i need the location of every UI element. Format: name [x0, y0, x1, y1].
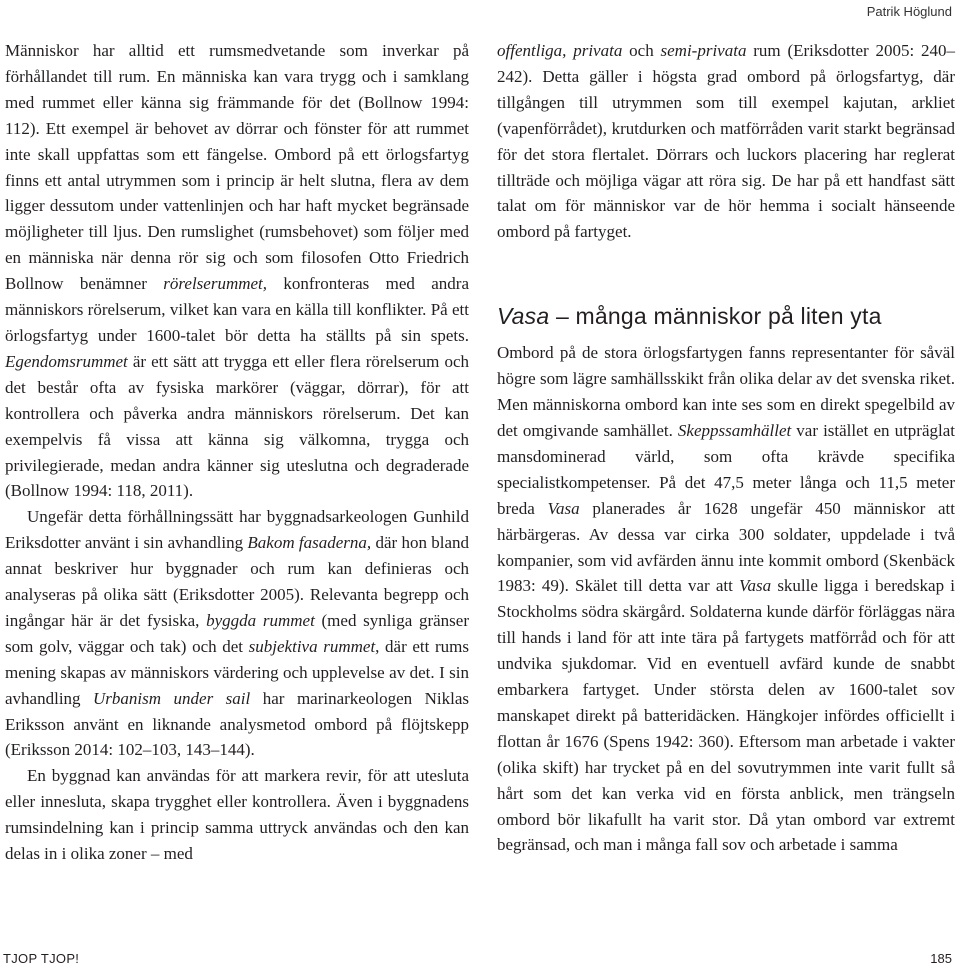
text-run: Ombord på de stora örlogsfartygen fanns representanter för såväl högre som lägre samhällsskikt från olika delar av det svenska riket. Men människorna ombord kan inte ses som en direkt spegelbild av det omgivande samhället. [497, 343, 955, 440]
emphasized-text: Urbanism under sail [93, 688, 251, 708]
text-run: planerades år 1628 ungefär 450 människor att härbärgeras. Av dessa var cirka 300 soldater, uppdelade i två kompanier, som vid avfärden ännu inte kommit ombord (Skenbäck 1983: 49). Skälet till detta var att [497, 498, 955, 596]
text-run: och [622, 41, 661, 60]
emphasized-text: offentliga, privata [497, 41, 623, 60]
paragraph [5, 763, 469, 867]
emphasized-text: Vasa [739, 576, 772, 596]
footer-publication-title: TJOP TJOP! [3, 951, 80, 966]
text-run: (med synliga gränser som golv, väggar och tak) och det [5, 610, 469, 656]
emphasized-text: semi-privata [660, 41, 747, 60]
running-head-author: Patrik Höglund [866, 4, 952, 19]
paragraph [5, 38, 469, 504]
text-run: , där ett rums mening skapas av människors värdering och upplevelse av det. I sin avhandling [5, 636, 470, 708]
text-run: har marinarkeologen Niklas Eriksson använt en liknande analysmetod ombord på flöjtskepp (Eriksson 2014: 102–103, 143–144). [5, 688, 469, 760]
text-run: rum (Eriksdotter 2005: 240–242). Detta gäller i högsta grad ombord på örlogsfartyg, där tillgången till utrymmen som till exempel kajutan, arkliet (vapenförrådet), krutdurken och matförråden varit starkt begränsad för det stora flertalet. Dörrars och luckors placering har reglerat tillträde och möjliga vägar att röra sig. De har på ett handfast sätt talat om för människor var de hör hemma i socialt hänseende ombord på fartyget. [497, 41, 955, 242]
emphasized-text: Bakom fasaderna, [247, 533, 372, 553]
section-heading-ship-name: Vasa [497, 303, 550, 330]
text-run: där hon bland annat beskriver hur byggnader och rum kan definieras och analyseras på olika sätt (Eriksdotter 2005). Relevanta begrepp och ingångar här är det fysiska, [5, 533, 469, 630]
text-run: Människor har alltid ett rumsmedvetande som inverkar på förhållandet till rum. En människa kan vara trygg och i samklang med rummet eller känna sig främmande för det (Bollnow 1994: 112). Ett exempel är behovet av dörrar och fönster för att rummet inte skall uppfattas som ett fängelse. Ombord på ett örlogsfartyg finns ett antal utrymmen som i princip är helt slutna, flera av dem ligger dessutom under vattenlinjen och har haft mycket begränsade möjligheter till ljus. Den rumslighet (rumsbehovet) som följer med en människa när denna rör sig och som filosofen Otto Friedrich Bollnow benämner [5, 41, 469, 294]
emphasized-text: rörelserummet, [163, 274, 268, 294]
left-column [5, 38, 469, 867]
paragraph [5, 504, 469, 763]
section-heading [497, 302, 955, 330]
text-run: var istället en utpräglat mansdominerad värld, som ofta krävde specifika specialistkompetenser. På det 47,5 meter långa och 11,5 meter breda [497, 420, 955, 518]
text-run: konfronteras med andra människors rörelserum, vilket kan vara en källa till konflikter. På ett örlogsfartyg under 1600-talet bör detta ha ställts på sin spets. [5, 274, 469, 345]
emphasized-text: Vasa [547, 498, 580, 518]
emphasized-text: byggda rummet [206, 610, 315, 630]
paragraph [497, 340, 955, 858]
text-run: skulle ligga i beredskap i Stockholms södra skärgård. Soldaterna kunde därför förläggas nära till hands i land för att inte tära på fartygets matförråd och för att undvika sjukdomar. Vid en eventuell avfärd kunde de snabbt embarkera fartyget. Under största delen av 1600-talet sov manskapet direkt på batteridäcken. Hängkojer infördes officiellt i flottan år 1676 (Spens 1942: 360). Eftersom man arbetade i vakter (olika skift) har trycket på en del sovutrymmen inte varit fullt så hårt som det kan verka vid en första anblick, men trängseln ombord bör likafullt ha varit stor. Då ytan ombord var extremt begränsad, och man i många fall sov och arbetade i samma [497, 576, 955, 855]
right-column [497, 38, 955, 858]
emphasized-text: Egendomsrummet [5, 351, 128, 371]
text-run: En byggnad kan användas för att markera revir, för att utesluta eller innesluta, skapa trygghet eller kontrollera. Även i byggnadens rumsindelning kan i princip samma uttryck användas och den kan delas in i olika zoner – med [5, 766, 469, 864]
section-heading-text: – många människor på liten yta [549, 303, 882, 330]
text-run: Ungefär detta förhållningssätt har byggnadsarkeologen Gunhild Eriksdotter använt i sin avhandling [5, 507, 469, 553]
text-run: är ett sätt att trygga ett eller flera rörelserum och det består ofta av fysiska markörer (väggar, dörrar), för att kontrollera och påverka andra människors rörelserum. Det kan exempelvis få vissa att känna sig välkomna, trygga och privilegierade, medan andra känner sig uteslutna och degraderade (Bollnow 1994: 118, 2011). [5, 351, 469, 501]
emphasized-text: Skeppssamhället [677, 420, 792, 440]
paragraph [497, 38, 955, 245]
page-number: 185 [930, 951, 952, 966]
emphasized-text: subjektiva rummet [248, 636, 376, 656]
